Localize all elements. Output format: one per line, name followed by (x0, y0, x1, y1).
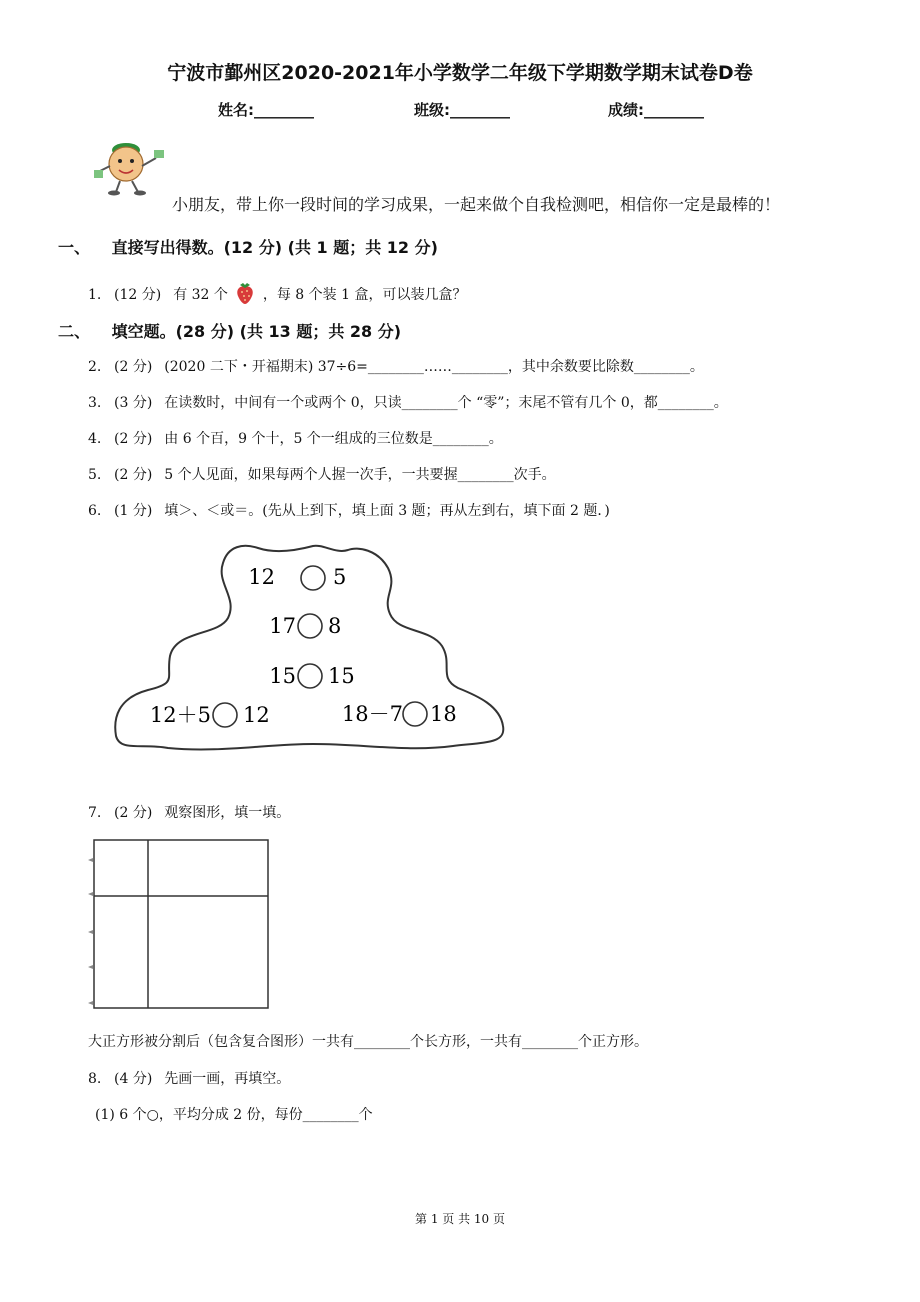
question-score: (1 分) (114, 503, 153, 519)
question-score: (4 分) (114, 1071, 153, 1087)
answer-circle[interactable] (298, 614, 322, 638)
question-text: (2020 二下・开福期末) 37÷6=________……________，其中余数要比除数________。 (164, 359, 704, 375)
question-5 (88, 464, 556, 484)
question-text: 由 6 个百，9 个十，5 个一组成的三位数是________。 (164, 431, 503, 447)
question-1 (88, 281, 466, 305)
section-label: 一、 (58, 238, 91, 257)
divided-square-figure (86, 836, 272, 1014)
question-score: (3 分) (114, 395, 153, 411)
question-number: 7. (88, 805, 102, 821)
question-score: (2 分) (114, 467, 153, 483)
section-label: 二、 (58, 322, 91, 341)
question-number: 8. (88, 1071, 102, 1087)
question-7-followup: 大正方形被分割后（包含复合图形）一共有________个长方形，一共有________个正方形。 (88, 1034, 648, 1050)
answer-circle[interactable] (298, 664, 322, 688)
answer-circle[interactable] (213, 703, 237, 727)
tree-row4b-left: 18－7 (341, 702, 403, 726)
question-text: 观察图形，填一填。 (164, 805, 291, 821)
question-number: 2. (88, 359, 102, 375)
question-text: 在读数时，中间有一个或两个 0，只读________个 “零”；末尾不管有几个 0，都________。 (164, 395, 728, 411)
section-title: 填空题。(28 分) (共 13 题；共 28 分) (111, 322, 402, 341)
question-6 (88, 500, 610, 520)
question-8 (88, 1068, 290, 1088)
tree-row4a-left: 12＋5 (149, 703, 211, 727)
tree-row4a-right: 12 (243, 703, 270, 727)
question-score: (2 分) (114, 431, 153, 447)
intro-text: 小朋友，带上你一段时间的学习成果，一起来做个自我检测吧，相信你一定是最棒的！ (172, 195, 781, 214)
question-8-sub-1: (1) 6 个○，平均分成 2 份，每份________个 (95, 1107, 373, 1123)
question-text: 填＞、＜或＝。(先从上到下，填上面 3 题；再从左到右，填下面 2 题．) (164, 503, 610, 519)
tree-row1-left: 12 (248, 565, 275, 589)
section-1-heading (58, 235, 438, 258)
class-field: 班级:________ (414, 101, 510, 119)
question-4 (88, 428, 503, 448)
question-score: (12 分) (114, 287, 162, 303)
tree-row1-right: 5 (333, 565, 347, 589)
tree-row4b-right: 18 (430, 702, 457, 726)
question-number: 6. (88, 503, 102, 519)
comparison-tree-figure (108, 538, 528, 778)
question-number: 5. (88, 467, 102, 483)
tree-row3-left: 15 (269, 664, 296, 688)
question-text-continued: ，每 8 个装 1 盒，可以装几盒？ (262, 287, 467, 303)
question-3 (88, 392, 728, 412)
page-title: 宁波市鄞州区2020-2021年小学数学二年级下学期数学期末试卷D卷 (167, 62, 753, 84)
question-score: (2 分) (114, 359, 153, 375)
question-7 (88, 802, 290, 822)
question-text: 有 32 个 (173, 287, 228, 303)
tree-row2-left: 17 (269, 614, 296, 638)
question-2 (88, 356, 704, 376)
page-footer: 第 1 页 共 10 页 (415, 1212, 505, 1226)
mascot-icon (92, 132, 168, 196)
question-number: 3. (88, 395, 102, 411)
section-2-heading (58, 319, 401, 342)
question-text: 先画一画，再填空。 (164, 1071, 291, 1087)
section-title: 直接写出得数。(12 分) (共 1 题；共 12 分) (111, 238, 438, 257)
question-score: (2 分) (114, 805, 153, 821)
strawberry-icon (234, 281, 256, 305)
question-number: 4. (88, 431, 102, 447)
answer-circle[interactable] (403, 702, 427, 726)
answer-circle[interactable] (301, 566, 325, 590)
score-field: 成绩:________ (608, 101, 704, 119)
question-text: 5 个人见面，如果每两个人握一次手，一共要握________次手。 (164, 467, 556, 483)
name-field: 姓名:________ (218, 101, 314, 119)
tree-row3-right: 15 (328, 664, 355, 688)
question-number: 1. (88, 287, 102, 303)
tree-row2-right: 8 (328, 614, 342, 638)
